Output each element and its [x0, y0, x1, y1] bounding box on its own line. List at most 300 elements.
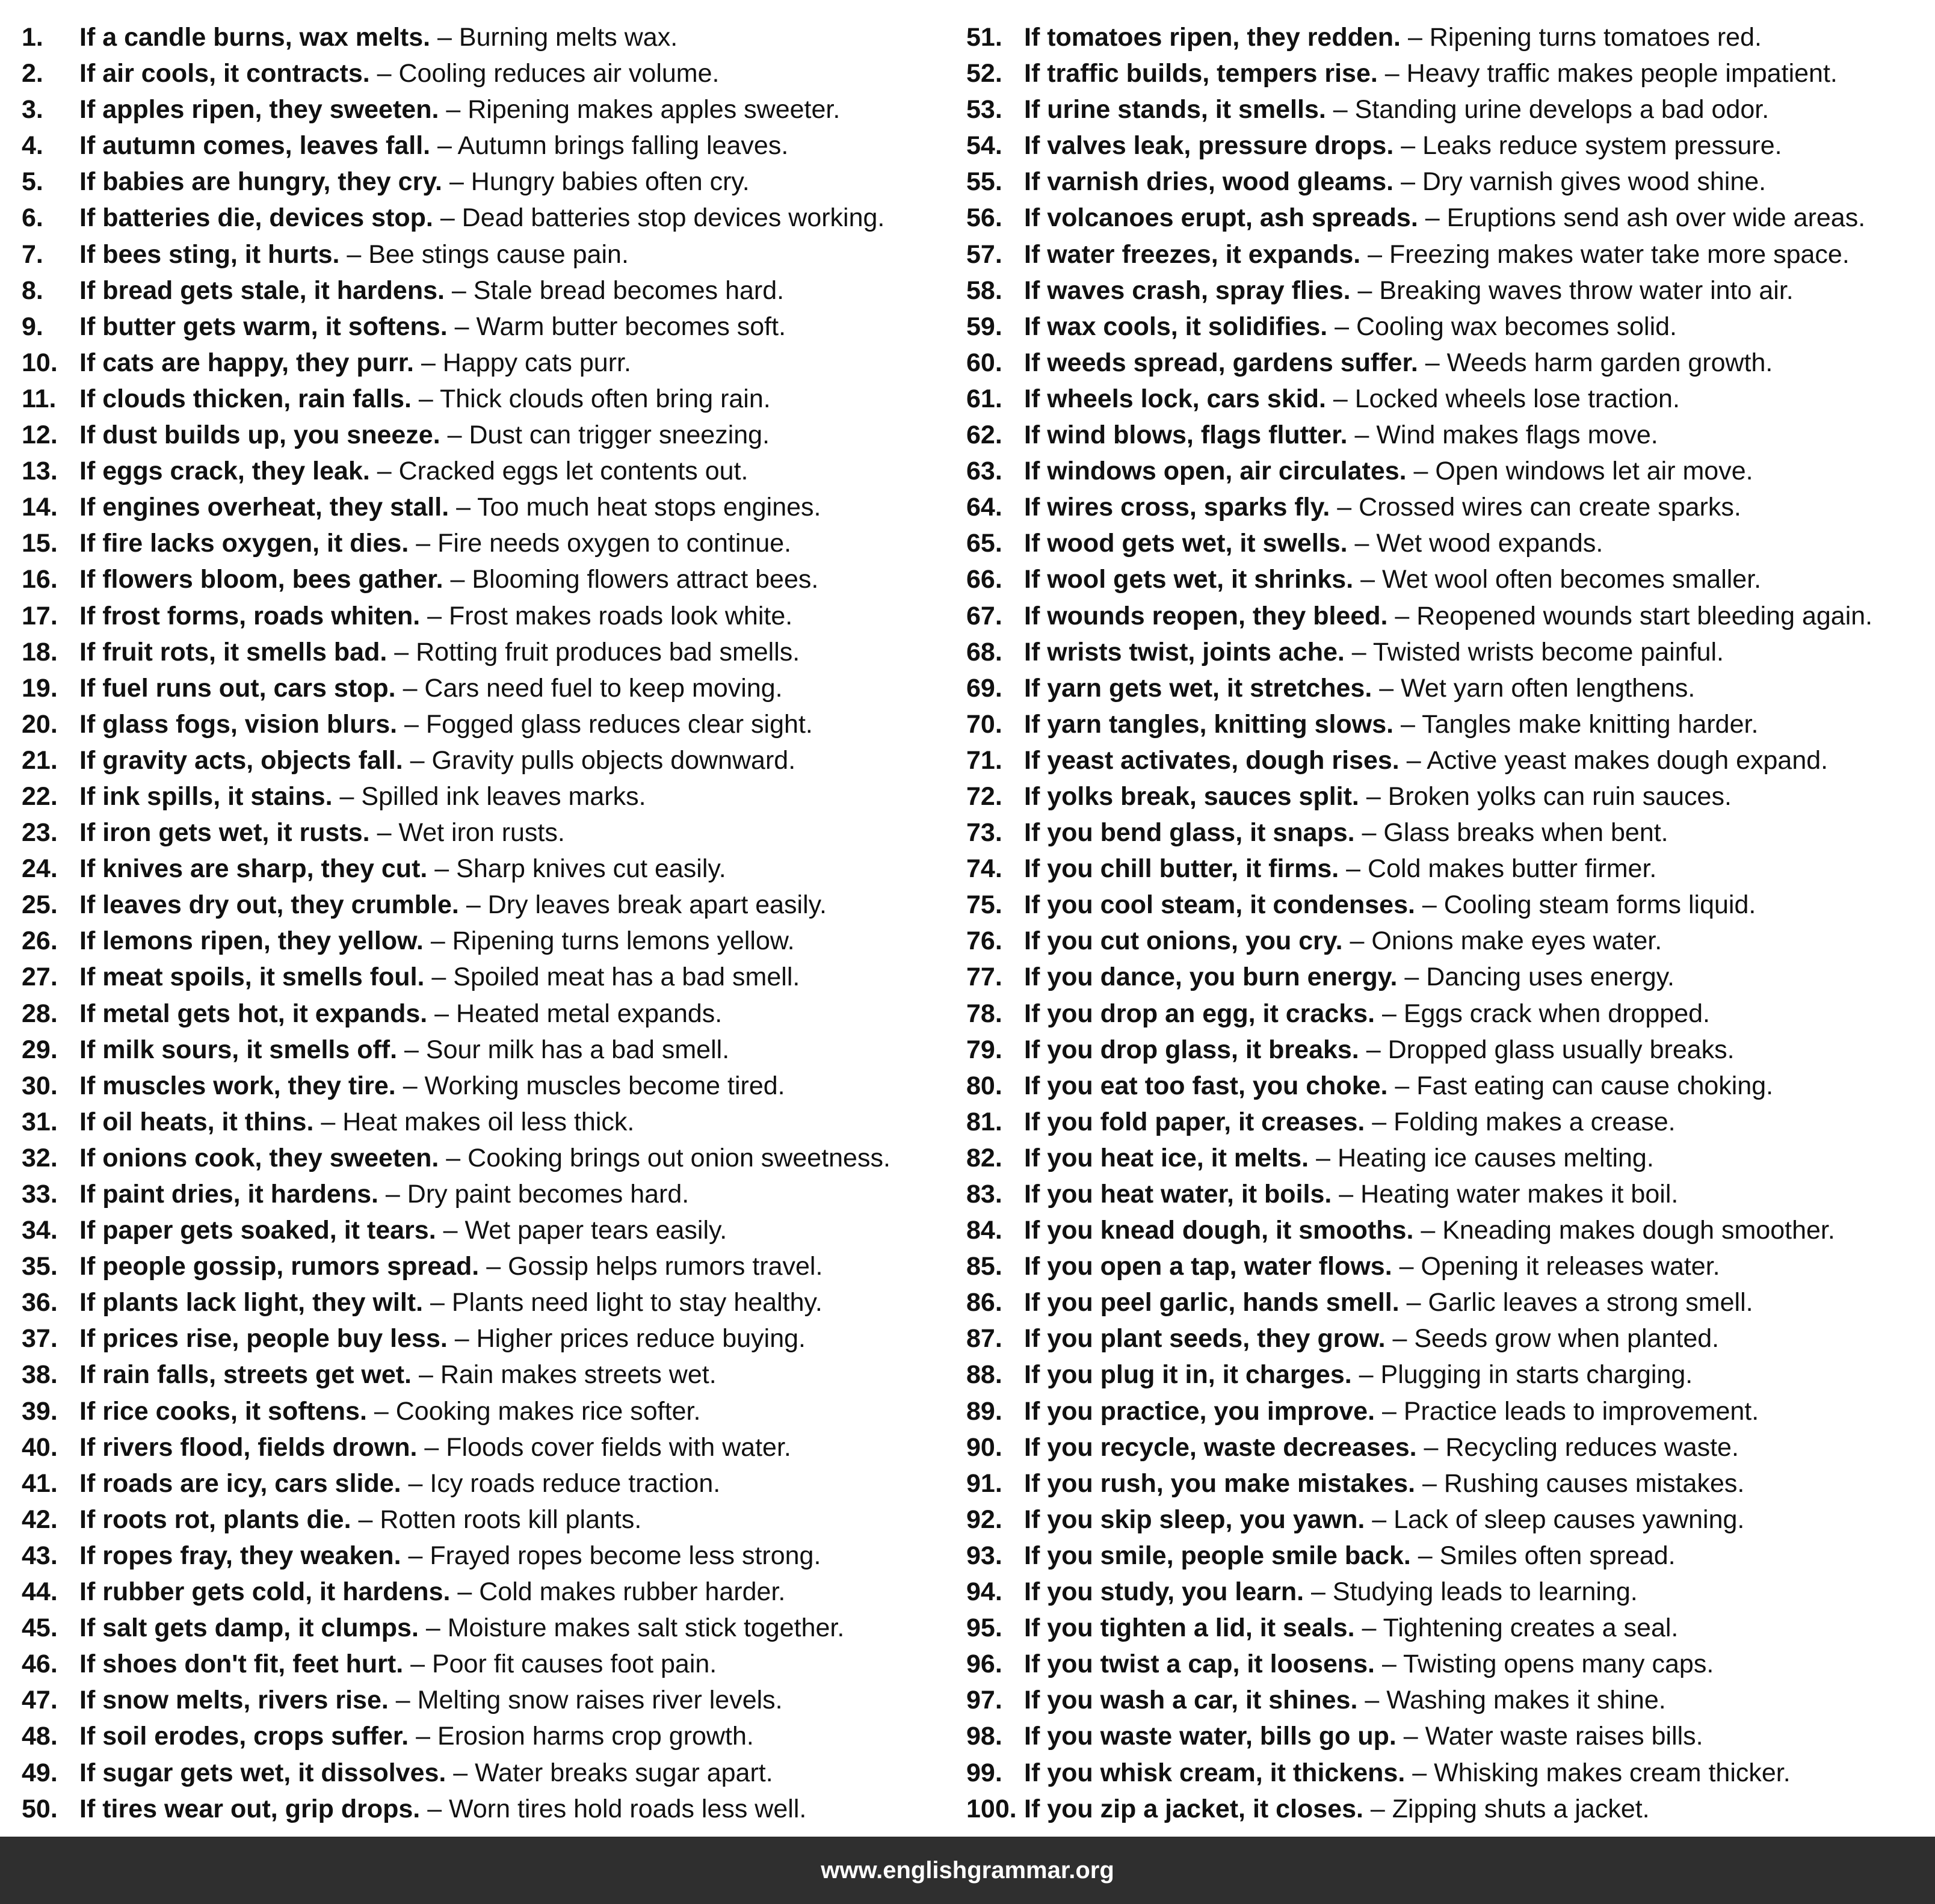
item-number: 45. — [22, 1613, 58, 1643]
item-number: 30. — [22, 1071, 58, 1100]
item-number: 22. — [22, 781, 58, 811]
list-item — [22, 417, 942, 453]
conditional-sentence: If iron gets wet, it rusts. — [79, 818, 370, 848]
list-item — [22, 561, 942, 597]
item-number: 79. — [966, 1035, 1002, 1064]
conditional-sentence: If lemons ripen, they yellow. — [79, 926, 424, 956]
explanation: – Rotting fruit produces bad smells. — [387, 637, 800, 667]
conditional-sentence: If bread gets stale, it hardens. — [79, 276, 445, 305]
conditional-sentence: If plants lack light, they wilt. — [79, 1288, 424, 1317]
conditional-sentence: If you whisk cream, it thickens. — [1024, 1758, 1406, 1787]
conditional-sentence: If windows open, air circulates. — [1024, 457, 1407, 486]
list-item — [22, 273, 942, 309]
item-number: 43. — [22, 1541, 58, 1570]
list-item — [966, 670, 1929, 706]
conditional-sentence: If meat spoils, it smells foul. — [79, 963, 425, 992]
conditional-sentence: If paint dries, it hardens. — [79, 1180, 378, 1209]
item-number: 37. — [22, 1324, 58, 1354]
list-item — [22, 1140, 942, 1176]
conditional-sentence: If ink spills, it stains. — [79, 781, 333, 811]
conditional-sentence: If waves crash, spray flies. — [1024, 276, 1351, 305]
item-number: 38. — [22, 1360, 58, 1390]
conditional-sentence: If you bend glass, it snaps. — [1024, 818, 1355, 848]
explanation: – Wet yarn often lengthens. — [1372, 673, 1696, 703]
explanation: – Twisted wrists become painful. — [1344, 637, 1724, 667]
explanation: – Reopened wounds start bleeding again. — [1387, 601, 1873, 630]
explanation: – Plants need light to stay healthy. — [423, 1288, 822, 1317]
explanation: – Active yeast makes dough expand. — [1399, 745, 1829, 775]
explanation: – Heating water makes it boil. — [1332, 1180, 1679, 1209]
item-number: 86. — [966, 1288, 1002, 1317]
explanation: – Heating ice causes melting. — [1309, 1143, 1654, 1172]
item-number: 64. — [966, 493, 1002, 522]
conditional-sentence: If batteries die, devices stop. — [79, 203, 433, 233]
explanation: – Glass breaks when bent. — [1354, 818, 1668, 848]
conditional-sentence: If you heat ice, it melts. — [1024, 1143, 1309, 1172]
item-number: 69. — [966, 673, 1002, 703]
explanation: – Cracked eggs let contents out. — [369, 457, 748, 486]
conditional-sentence: If you heat water, it boils. — [1024, 1180, 1332, 1209]
list-item — [22, 1357, 942, 1393]
item-number: 75. — [966, 890, 1002, 920]
explanation: – Poor fit causes foot pain. — [403, 1650, 717, 1679]
explanation: – Cars need fuel to keep moving. — [395, 673, 783, 703]
list-item — [22, 996, 942, 1032]
conditional-sentence: If bees sting, it hurts. — [79, 239, 340, 269]
conditional-sentence: If metal gets hot, it expands. — [79, 999, 428, 1028]
item-number: 20. — [22, 709, 58, 739]
explanation: – Broken yolks can ruin sauces. — [1359, 781, 1732, 811]
explanation: – Rain makes streets wet. — [412, 1360, 717, 1390]
explanation: – Studying leads to learning. — [1304, 1577, 1638, 1607]
conditional-sentence: If you rush, you make mistakes. — [1024, 1468, 1416, 1498]
item-number: 47. — [22, 1686, 58, 1715]
conditional-sentence: If sugar gets wet, it dissolves. — [79, 1758, 446, 1787]
list-item — [966, 706, 1929, 742]
list-item — [966, 381, 1929, 417]
item-number: 88. — [966, 1360, 1002, 1390]
item-number: 7. — [22, 239, 43, 269]
conditional-sentence: If wind blows, flags flutter. — [1024, 421, 1348, 450]
list-item — [22, 1574, 942, 1610]
conditional-sentence: If roots rot, plants die. — [79, 1505, 351, 1534]
explanation: – Icy roads reduce traction. — [401, 1468, 721, 1498]
list-item — [22, 453, 942, 489]
explanation: – Opening it releases water. — [1392, 1252, 1720, 1281]
list-item — [22, 1212, 942, 1248]
list-item — [966, 1502, 1929, 1538]
item-number: 26. — [22, 926, 58, 956]
item-number: 71. — [966, 745, 1002, 775]
item-number: 90. — [966, 1432, 1002, 1462]
list-item — [22, 1465, 942, 1502]
conditional-sentence: If you study, you learn. — [1024, 1577, 1304, 1607]
item-number: 33. — [22, 1180, 58, 1209]
list-item — [966, 1465, 1929, 1502]
list-item — [966, 1610, 1929, 1646]
explanation: – Cold makes rubber harder. — [450, 1577, 786, 1607]
list-item — [22, 489, 942, 525]
explanation: – Cooling wax becomes solid. — [1327, 312, 1677, 341]
item-number: 49. — [22, 1758, 58, 1787]
right-column — [966, 19, 1929, 1827]
list-item — [966, 634, 1929, 670]
conditional-sentence: If you tighten a lid, it seals. — [1024, 1613, 1355, 1643]
item-number: 41. — [22, 1468, 58, 1498]
conditional-sentence: If traffic builds, tempers rise. — [1024, 59, 1378, 88]
item-number: 80. — [966, 1071, 1002, 1100]
list-item — [22, 1393, 942, 1429]
conditional-sentence: If you recycle, waste decreases. — [1024, 1432, 1417, 1462]
item-number: 84. — [966, 1216, 1002, 1245]
conditional-sentence: If wrists twist, joints ache. — [1024, 637, 1345, 667]
explanation: – Cooling steam forms liquid. — [1415, 890, 1756, 920]
conditional-sentence: If you twist a cap, it loosens. — [1024, 1650, 1375, 1679]
explanation: – Ripening turns lemons yellow. — [423, 926, 795, 956]
explanation: – Rotten roots kill plants. — [351, 1505, 642, 1534]
list-item — [966, 1140, 1929, 1176]
explanation: – Freezing makes water take more space. — [1360, 239, 1850, 269]
item-number: 82. — [966, 1143, 1002, 1172]
item-number: 17. — [22, 601, 58, 630]
item-number: 58. — [966, 276, 1002, 305]
explanation: – Gossip helps rumors travel. — [479, 1252, 823, 1281]
list-item — [966, 1538, 1929, 1574]
list-item — [966, 1574, 1929, 1610]
list-item — [966, 1682, 1929, 1718]
item-number: 98. — [966, 1722, 1002, 1751]
list-item — [22, 815, 942, 851]
explanation: – Melting snow raises river levels. — [388, 1686, 783, 1715]
conditional-sentence: If you plant seeds, they grow. — [1024, 1324, 1386, 1354]
item-number: 9. — [22, 312, 43, 341]
explanation: – Dry varnish gives wood shine. — [1393, 167, 1767, 197]
conditional-sentence: If a candle burns, wax melts. — [79, 23, 431, 52]
item-number: 77. — [966, 963, 1002, 992]
conditional-sentence: If salt gets damp, it clumps. — [79, 1613, 419, 1643]
conditional-sentence: If you dance, you burn energy. — [1024, 963, 1398, 992]
list-item — [22, 55, 942, 91]
list-item — [966, 1104, 1929, 1140]
conditional-sentence: If roads are icy, cars slide. — [79, 1468, 401, 1498]
conditional-sentence: If wool gets wet, it shrinks. — [1024, 565, 1354, 594]
explanation: – Bee stings cause pain. — [339, 239, 629, 269]
conditional-sentence: If oil heats, it thins. — [79, 1107, 314, 1136]
list-item — [966, 1755, 1929, 1791]
conditional-sentence: If snow melts, rivers rise. — [79, 1686, 389, 1715]
explanation: – Breaking waves throw water into air. — [1350, 276, 1794, 305]
list-item — [22, 525, 942, 561]
list-item — [966, 1032, 1929, 1068]
conditional-sentence: If onions cook, they sweeten. — [79, 1143, 439, 1172]
explanation: – Wet paper tears easily. — [436, 1216, 727, 1245]
item-number: 24. — [22, 854, 58, 884]
item-number: 99. — [966, 1758, 1002, 1787]
explanation: – Smiles often spread. — [1410, 1541, 1676, 1570]
conditional-sentence: If clouds thicken, rain falls. — [79, 384, 412, 413]
item-number: 60. — [966, 348, 1002, 377]
item-number: 70. — [966, 709, 1002, 739]
explanation: – Tightening creates a seal. — [1354, 1613, 1679, 1643]
conditional-sentence: If apples ripen, they sweeten. — [79, 95, 439, 125]
list-item — [22, 200, 942, 236]
item-number: 55. — [966, 167, 1002, 197]
explanation: – Ripening makes apples sweeter. — [439, 95, 841, 125]
item-number: 81. — [966, 1107, 1002, 1136]
item-number: 65. — [966, 529, 1002, 558]
conditional-sentence: If you smile, people smile back. — [1024, 1541, 1411, 1570]
list-item — [966, 1320, 1929, 1357]
conditional-sentence: If yolks break, sauces split. — [1024, 781, 1359, 811]
list-item — [22, 887, 942, 923]
item-number: 27. — [22, 963, 58, 992]
conditional-sentence: If autumn comes, leaves fall. — [79, 131, 431, 161]
item-number: 40. — [22, 1432, 58, 1462]
item-number: 19. — [22, 673, 58, 703]
list-item — [22, 1682, 942, 1718]
conditional-sentence: If tires wear out, grip drops. — [79, 1794, 421, 1823]
explanation: – Twisting opens many caps. — [1375, 1650, 1714, 1679]
conditional-sentence: If ropes fray, they weaken. — [79, 1541, 401, 1570]
list-item — [966, 1357, 1929, 1393]
list-item — [966, 1646, 1929, 1682]
explanation: – Stale bread becomes hard. — [444, 276, 785, 305]
explanation: – Higher prices reduce buying. — [447, 1324, 806, 1354]
list-item — [22, 19, 942, 55]
list-item — [22, 1718, 942, 1754]
item-number: 68. — [966, 637, 1002, 667]
list-item — [966, 598, 1929, 634]
conditional-sentence: If yarn gets wet, it stretches. — [1024, 673, 1372, 703]
conditional-sentence: If babies are hungry, they cry. — [79, 167, 442, 197]
conditional-sentence: If muscles work, they tire. — [79, 1071, 396, 1100]
conditional-sentence: If wounds reopen, they bleed. — [1024, 601, 1388, 630]
footer-bar — [0, 1837, 1935, 1904]
conditional-sentence: If urine stands, it smells. — [1024, 95, 1326, 125]
explanation: – Blooming flowers attract bees. — [443, 565, 819, 594]
list-item — [22, 1104, 942, 1140]
explanation: – Open windows let air move. — [1406, 457, 1753, 486]
item-number: 34. — [22, 1216, 58, 1245]
conditional-sentence: If air cools, it contracts. — [79, 59, 370, 88]
item-number: 95. — [966, 1613, 1002, 1643]
conditional-sentence: If rice cooks, it softens. — [79, 1396, 367, 1426]
item-number: 85. — [966, 1252, 1002, 1281]
conditional-sentence: If you eat too fast, you choke. — [1024, 1071, 1388, 1100]
conditional-sentence: If engines overheat, they stall. — [79, 493, 449, 522]
list-item — [22, 1755, 942, 1791]
item-number: 62. — [966, 421, 1002, 450]
explanation: – Fast eating can cause choking. — [1387, 1071, 1774, 1100]
list-item — [22, 381, 942, 417]
list-item — [966, 1393, 1929, 1429]
item-number: 92. — [966, 1505, 1002, 1534]
conditional-sentence: If leaves dry out, they crumble. — [79, 890, 459, 920]
conditional-sentence: If rubber gets cold, it hardens. — [79, 1577, 451, 1607]
item-number: 87. — [966, 1324, 1002, 1354]
item-number: 29. — [22, 1035, 58, 1064]
conditional-sentence: If you chill butter, it firms. — [1024, 854, 1339, 884]
item-number: 21. — [22, 745, 58, 775]
explanation: – Dry paint becomes hard. — [378, 1180, 690, 1209]
conditional-sentence: If frost forms, roads whiten. — [79, 601, 421, 630]
list-item — [22, 1429, 942, 1465]
conditional-sentence: If yeast activates, dough rises. — [1024, 745, 1400, 775]
conditional-sentence: If you peel garlic, hands smell. — [1024, 1288, 1400, 1317]
list-item — [966, 1176, 1929, 1212]
explanation: – Lack of sleep causes yawning. — [1365, 1505, 1745, 1534]
list-item — [22, 742, 942, 778]
item-number: 1. — [22, 23, 43, 52]
left-column — [22, 19, 942, 1827]
item-number: 83. — [966, 1180, 1002, 1209]
list-item — [22, 91, 942, 128]
explanation: – Wet wool often becomes smaller. — [1353, 565, 1762, 594]
item-number: 67. — [966, 601, 1002, 630]
conditional-sentence: If you cool steam, it condenses. — [1024, 890, 1415, 920]
conditional-sentence: If fuel runs out, cars stop. — [79, 673, 396, 703]
explanation: – Crossed wires can create sparks. — [1330, 493, 1741, 522]
explanation: – Wet iron rusts. — [369, 818, 565, 848]
list-item — [966, 1068, 1929, 1104]
conditional-sentence: If milk sours, it smells off. — [79, 1035, 398, 1064]
list-item — [22, 778, 942, 815]
item-number: 52. — [966, 59, 1002, 88]
conditional-sentence: If butter gets warm, it softens. — [79, 312, 448, 341]
conditional-sentence: If you fold paper, it creases. — [1024, 1107, 1365, 1136]
conditional-sentence: If tomatoes ripen, they redden. — [1024, 23, 1401, 52]
explanation: – Standing urine develops a bad odor. — [1325, 95, 1770, 125]
explanation: – Garlic leaves a strong smell. — [1399, 1288, 1753, 1317]
explanation: – Floods cover fields with water. — [417, 1432, 791, 1462]
explanation: – Dust can trigger sneezing. — [440, 421, 770, 450]
explanation: – Dancing uses energy. — [1397, 963, 1674, 992]
list-item — [966, 19, 1929, 55]
explanation: – Plugging in starts charging. — [1351, 1360, 1693, 1390]
explanation: – Sour milk has a bad smell. — [397, 1035, 730, 1064]
item-number: 73. — [966, 818, 1002, 848]
explanation: – Frayed ropes become less strong. — [401, 1541, 821, 1570]
conditional-sentence: If eggs crack, they leak. — [79, 457, 370, 486]
list-item — [966, 309, 1929, 345]
item-number: 61. — [966, 384, 1002, 413]
explanation: – Kneading makes dough smoother. — [1413, 1216, 1835, 1245]
explanation: – Erosion harms crop growth. — [409, 1722, 754, 1751]
conditional-sentence: If you practice, you improve. — [1024, 1396, 1375, 1426]
item-number: 100. — [966, 1794, 1017, 1823]
conditional-sentence: If water freezes, it expands. — [1024, 239, 1361, 269]
explanation: – Moisture makes salt stick together. — [418, 1613, 845, 1643]
list-item — [966, 489, 1929, 525]
item-number: 59. — [966, 312, 1002, 341]
conditional-sentence: If cats are happy, they purr. — [79, 348, 414, 377]
item-number: 28. — [22, 999, 58, 1028]
footer-url[interactable]: www.englishgrammar.org — [821, 1856, 1114, 1884]
list-item — [966, 417, 1929, 453]
conditional-sentence: If you waste water, bills go up. — [1024, 1722, 1396, 1751]
list-item — [22, 1032, 942, 1068]
item-number: 76. — [966, 926, 1002, 956]
explanation: – Ripening turns tomatoes red. — [1401, 23, 1762, 52]
list-item — [966, 164, 1929, 200]
explanation: – Warm butter becomes soft. — [447, 312, 786, 341]
conditional-sentence: If you plug it in, it charges. — [1024, 1360, 1352, 1390]
conditional-sentence: If wires cross, sparks fly. — [1024, 493, 1330, 522]
list-item — [22, 959, 942, 995]
list-item — [966, 815, 1929, 851]
explanation: – Eruptions send ash over wide areas. — [1418, 203, 1866, 233]
explanation: – Frost makes roads look white. — [420, 601, 793, 630]
explanation: – Heavy traffic makes people impatient. — [1377, 59, 1838, 88]
conditional-sentence: If you drop an egg, it cracks. — [1024, 999, 1375, 1028]
explanation: – Worn tires hold roads less well. — [420, 1794, 807, 1823]
conditional-sentence: If rivers flood, fields drown. — [79, 1432, 418, 1462]
list-item — [966, 91, 1929, 128]
conditional-sentence: If varnish dries, wood gleams. — [1024, 167, 1394, 197]
explanation: – Gravity pulls objects downward. — [403, 745, 796, 775]
item-number: 11. — [22, 384, 57, 413]
list-item — [22, 236, 942, 273]
list-item — [966, 55, 1929, 91]
explanation: – Practice leads to improvement. — [1375, 1396, 1759, 1426]
list-item — [966, 851, 1929, 887]
item-number: 44. — [22, 1577, 58, 1607]
list-item — [966, 128, 1929, 164]
explanation: – Onions make eyes water. — [1342, 926, 1662, 956]
list-item — [22, 851, 942, 887]
item-number: 35. — [22, 1252, 58, 1281]
conditional-sentence: If flowers bloom, bees gather. — [79, 565, 443, 594]
conditional-sentence: If shoes don't fit, feet hurt. — [79, 1650, 404, 1679]
conditional-sentence: If you cut onions, you cry. — [1024, 926, 1343, 956]
list-item — [22, 1320, 942, 1357]
item-number: 96. — [966, 1650, 1002, 1679]
list-item — [966, 742, 1929, 778]
explanation: – Cooling reduces air volume. — [369, 59, 720, 88]
item-number: 97. — [966, 1686, 1002, 1715]
item-number: 93. — [966, 1541, 1002, 1570]
explanation: – Cooking makes rice softer. — [366, 1396, 701, 1426]
conditional-sentence: If wheels lock, cars skid. — [1024, 384, 1326, 413]
explanation: – Weeds harm garden growth. — [1418, 348, 1773, 377]
conditional-sentence: If fire lacks oxygen, it dies. — [79, 529, 409, 558]
explanation: – Wet wood expands. — [1347, 529, 1603, 558]
item-number: 36. — [22, 1288, 58, 1317]
explanation: – Fire needs oxygen to continue. — [409, 529, 792, 558]
explanation: – Dry leaves break apart easily. — [458, 890, 827, 920]
item-number: 46. — [22, 1650, 58, 1679]
explanation: – Leaks reduce system pressure. — [1393, 131, 1782, 161]
list-item — [22, 670, 942, 706]
explanation: – Autumn brings falling leaves. — [430, 131, 789, 161]
conditional-sentence: If you zip a jacket, it closes. — [1024, 1794, 1363, 1823]
list-item — [966, 887, 1929, 923]
item-number: 31. — [22, 1107, 58, 1136]
conditional-sentence: If soil erodes, crops suffer. — [79, 1722, 409, 1751]
explanation: – Water breaks sugar apart. — [446, 1758, 773, 1787]
item-number: 63. — [966, 457, 1002, 486]
conditional-sentence: If you knead dough, it smooths. — [1024, 1216, 1414, 1245]
list-item — [22, 1068, 942, 1104]
item-number: 42. — [22, 1505, 58, 1534]
list-item — [966, 959, 1929, 995]
item-number: 18. — [22, 637, 58, 667]
item-number: 53. — [966, 95, 1002, 125]
conditional-sentence: If volcanoes erupt, ash spreads. — [1024, 203, 1418, 233]
conditional-sentence: If dust builds up, you sneeze. — [79, 421, 440, 450]
item-number: 15. — [22, 529, 58, 558]
list-item — [22, 309, 942, 345]
